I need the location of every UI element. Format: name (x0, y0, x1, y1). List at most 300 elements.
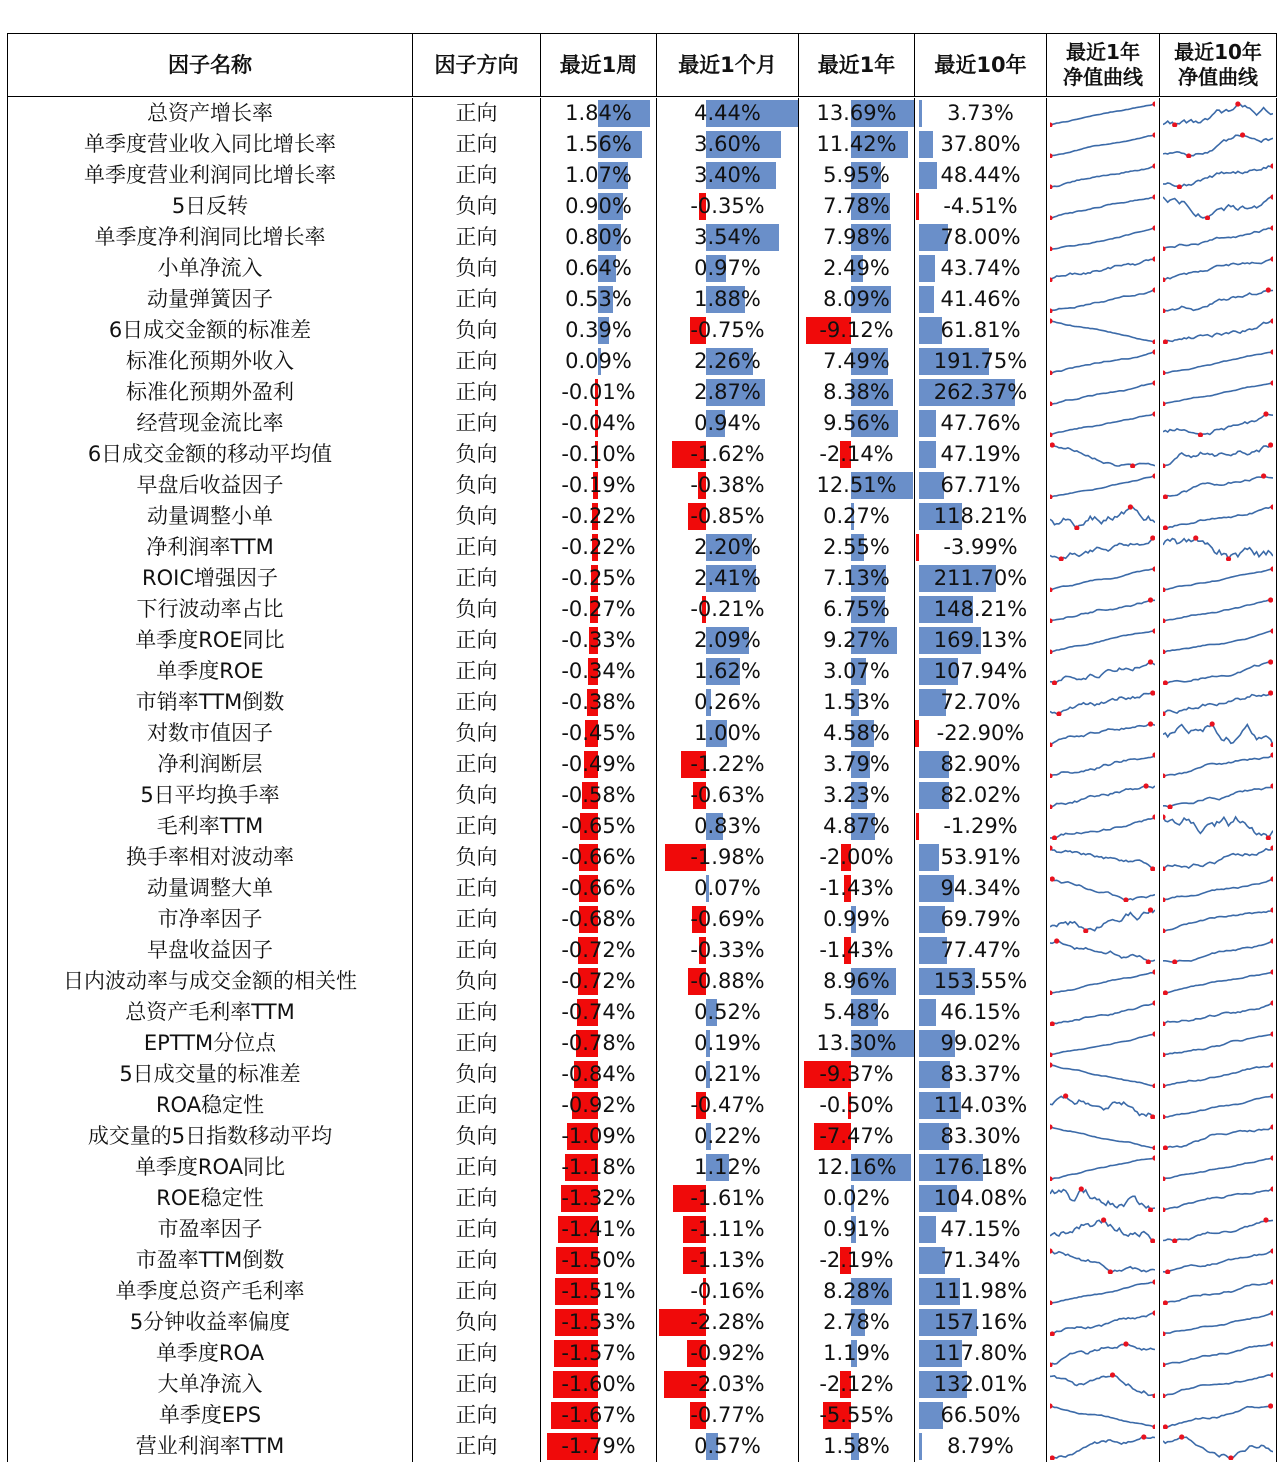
last-week-value: 0.64% (565, 256, 632, 280)
table-row (7, 253, 1277, 284)
last-year-cell (798, 1214, 914, 1245)
nav-curve-10y-cell (1159, 501, 1277, 532)
nav-curve-10y-cell (1159, 1369, 1277, 1400)
factor-direction-cell (412, 1431, 540, 1462)
nav-curve-10y-cell (1159, 1028, 1277, 1059)
last-10-years-value: 66.50% (940, 1403, 1021, 1427)
factor-name-cell (7, 873, 412, 904)
nav-curve-10y (1163, 1340, 1273, 1367)
last-month-cell (656, 1307, 798, 1338)
last-month-value: 2.20% (694, 535, 761, 559)
last-month-value: -0.47% (690, 1093, 765, 1117)
last-week-cell (540, 1307, 656, 1338)
factor-name: 市净率因子 (157, 907, 263, 931)
factor-direction: 正向 (455, 566, 498, 590)
last-year-cell (798, 873, 914, 904)
nav-curve-1y (1050, 286, 1155, 313)
nav-curve-1y (1050, 844, 1155, 871)
factor-direction-cell (412, 1307, 540, 1338)
factor-direction-cell (412, 191, 540, 222)
factor-name-cell (7, 501, 412, 532)
last-year-cell (798, 966, 914, 997)
factor-direction: 负向 (455, 1062, 498, 1086)
last-year-value: 11.42% (816, 132, 897, 156)
last-10-years-cell (914, 563, 1046, 594)
last-week-cell (540, 501, 656, 532)
factor-direction-cell (412, 1059, 540, 1090)
last-10-years-cell (914, 160, 1046, 191)
nav-curve-1y-cell (1046, 1307, 1159, 1338)
nav-curve-1y (1050, 441, 1155, 468)
nav-curve-1y (1050, 1402, 1155, 1429)
table-row (7, 1431, 1277, 1462)
nav-curve-1y (1050, 1030, 1155, 1057)
factor-name: 5日成交量的标准差 (119, 1062, 301, 1086)
nav-curve-1y-cell (1046, 253, 1159, 284)
factor-direction-cell (412, 966, 540, 997)
table-row (7, 315, 1277, 346)
nav-curve-10y-cell (1159, 284, 1277, 315)
factor-name-cell (7, 1338, 412, 1369)
last-month-cell (656, 687, 798, 718)
factor-direction-cell (412, 408, 540, 439)
factor-name-cell (7, 1369, 412, 1400)
last-month-value: -1.98% (690, 845, 765, 869)
last-10-years-cell (914, 1121, 1046, 1152)
factor-name-cell (7, 470, 412, 501)
last-year-cell (798, 563, 914, 594)
table-row (7, 966, 1277, 997)
last-month-value: -0.16% (690, 1279, 765, 1303)
last-week-value: -1.18% (561, 1155, 636, 1179)
last-10-years-value: 169.13% (933, 628, 1028, 652)
last-10-years-cell (914, 873, 1046, 904)
last-year-cell (798, 594, 914, 625)
nav-curve-10y (1163, 255, 1273, 282)
nav-curve-1y-cell (1046, 501, 1159, 532)
last-month-cell (656, 1431, 798, 1462)
nav-curve-1y-cell (1046, 1090, 1159, 1121)
last-10-years-cell (914, 1152, 1046, 1183)
factor-name-cell (7, 997, 412, 1028)
nav-curve-10y (1163, 193, 1273, 220)
factor-direction-cell (412, 935, 540, 966)
factor-direction: 正向 (455, 1186, 498, 1210)
factor-direction: 正向 (455, 132, 498, 156)
table-row (7, 222, 1277, 253)
factor-name-cell (7, 253, 412, 284)
nav-curve-1y-cell (1046, 532, 1159, 563)
last-year-value: 9.27% (823, 628, 890, 652)
nav-curve-10y-cell (1159, 935, 1277, 966)
header-last-10-years[interactable]: 最近10年 (914, 34, 1046, 96)
factor-direction: 正向 (455, 1248, 498, 1272)
nav-curve-10y-cell (1159, 253, 1277, 284)
last-year-cell (798, 625, 914, 656)
factor-direction-cell (412, 1338, 540, 1369)
nav-curve-10y-cell (1159, 811, 1277, 842)
factor-direction: 正向 (455, 907, 498, 931)
factor-direction: 负向 (455, 845, 498, 869)
table-row (7, 501, 1277, 532)
factor-direction: 正向 (455, 380, 498, 404)
nav-curve-10y (1163, 596, 1273, 623)
nav-curve-10y (1163, 968, 1273, 995)
nav-curve-1y-cell (1046, 222, 1159, 253)
nav-curve-1y-cell (1046, 656, 1159, 687)
factor-direction: 正向 (455, 1372, 498, 1396)
nav-curve-1y (1050, 534, 1155, 561)
last-week-value: -1.79% (561, 1434, 636, 1458)
nav-curve-1y (1050, 348, 1155, 375)
factor-name: 单季度ROE同比 (135, 628, 285, 652)
last-10-years-value: 211.70% (933, 566, 1028, 590)
table-row (7, 594, 1277, 625)
nav-curve-1y (1050, 1247, 1155, 1274)
last-year-cell (798, 377, 914, 408)
nav-curve-1y (1050, 999, 1155, 1026)
last-month-cell (656, 160, 798, 191)
nav-curve-1y (1050, 627, 1155, 654)
nav-curve-1y (1050, 224, 1155, 251)
last-month-value: 1.12% (694, 1155, 761, 1179)
factor-direction: 负向 (455, 783, 498, 807)
nav-curve-10y-cell (1159, 873, 1277, 904)
last-year-value: 1.53% (823, 690, 890, 714)
table-row (7, 1276, 1277, 1307)
factor-direction: 负向 (455, 1310, 498, 1334)
nav-curve-10y (1163, 875, 1273, 902)
last-year-cell (798, 532, 914, 563)
last-month-cell (656, 439, 798, 470)
last-month-value: -1.61% (690, 1186, 765, 1210)
last-week-value: -0.19% (561, 473, 636, 497)
nav-curve-1y-cell (1046, 129, 1159, 160)
nav-curve-10y-cell (1159, 1121, 1277, 1152)
factor-direction: 正向 (455, 225, 498, 249)
factor-direction: 负向 (455, 1124, 498, 1148)
last-week-cell (540, 811, 656, 842)
nav-curve-1y (1050, 596, 1155, 623)
factor-direction: 负向 (455, 721, 498, 745)
last-month-value: 0.26% (694, 690, 761, 714)
nav-curve-1y (1050, 1154, 1155, 1181)
last-10-years-cell (914, 842, 1046, 873)
nav-curve-10y (1163, 999, 1273, 1026)
nav-curve-1y (1050, 1185, 1155, 1212)
last-10-years-cell (914, 625, 1046, 656)
nav-curve-10y-cell (1159, 625, 1277, 656)
table-row (7, 1090, 1277, 1121)
last-month-cell (656, 1338, 798, 1369)
factor-name: 净利润率TTM (146, 535, 274, 559)
factor-name-cell (7, 594, 412, 625)
last-week-cell (540, 408, 656, 439)
factor-direction-cell (412, 1183, 540, 1214)
last-week-cell (540, 904, 656, 935)
last-year-cell (798, 129, 914, 160)
nav-curve-1y (1050, 131, 1155, 158)
factor-direction-cell (412, 222, 540, 253)
factor-direction: 负向 (455, 597, 498, 621)
factor-direction: 正向 (455, 752, 498, 776)
nav-curve-1y-cell (1046, 160, 1159, 191)
header-factor-name[interactable]: 因子名称 (7, 34, 412, 96)
table-row (7, 160, 1277, 191)
table-row (7, 1400, 1277, 1431)
last-10-years-value: 37.80% (940, 132, 1021, 156)
nav-curve-10y (1163, 1216, 1273, 1243)
last-10-years-cell (914, 966, 1046, 997)
factor-direction: 正向 (455, 1403, 498, 1427)
last-week-cell (540, 1276, 656, 1307)
last-month-cell (656, 1090, 798, 1121)
last-week-cell (540, 1338, 656, 1369)
nav-curve-10y (1163, 565, 1273, 592)
last-10-years-value: 114.03% (933, 1093, 1028, 1117)
factor-direction-cell (412, 1400, 540, 1431)
nav-curve-10y-cell (1159, 1338, 1277, 1369)
last-10-years-value: 71.34% (940, 1248, 1021, 1272)
last-year-value: -0.50% (819, 1093, 894, 1117)
nav-curve-1y-cell (1046, 408, 1159, 439)
last-year-cell (798, 842, 914, 873)
factor-direction-cell (412, 873, 540, 904)
nav-curve-1y-cell (1046, 1121, 1159, 1152)
header-last-year[interactable]: 最近1年 (798, 34, 914, 96)
last-week-value: -0.22% (561, 535, 636, 559)
nav-curve-10y-cell (1159, 966, 1277, 997)
nav-curve-10y-cell (1159, 1183, 1277, 1214)
last-week-value: -0.34% (561, 659, 636, 683)
last-10-years-value: 83.30% (940, 1124, 1021, 1148)
last-10-years-value: 61.81% (940, 318, 1021, 342)
nav-curve-1y-cell (1046, 377, 1159, 408)
last-week-cell (540, 1214, 656, 1245)
factor-name-cell (7, 625, 412, 656)
factor-direction: 正向 (455, 163, 498, 187)
factor-direction: 正向 (455, 1341, 498, 1365)
last-year-cell (798, 1431, 914, 1462)
header-nav-curve-10y: 最近10年 净值曲线 (1159, 34, 1277, 96)
nav-curve-10y (1163, 844, 1273, 871)
last-month-cell (656, 935, 798, 966)
last-week-value: -1.60% (561, 1372, 636, 1396)
nav-curve-1y-cell (1046, 1183, 1159, 1214)
factor-name: 标准化预期外盈利 (126, 380, 294, 404)
nav-curve-10y (1163, 472, 1273, 499)
last-10-years-cell (914, 656, 1046, 687)
nav-curve-10y-cell (1159, 1245, 1277, 1276)
factor-direction: 正向 (455, 876, 498, 900)
factor-direction: 负向 (455, 473, 498, 497)
last-10-years-cell (914, 1245, 1046, 1276)
last-month-cell (656, 408, 798, 439)
factor-direction-cell (412, 439, 540, 470)
last-week-value: -0.66% (561, 876, 636, 900)
last-month-cell (656, 1245, 798, 1276)
last-year-cell (798, 1090, 914, 1121)
last-week-cell (540, 222, 656, 253)
last-week-value: -1.67% (561, 1403, 636, 1427)
last-month-value: -2.28% (690, 1310, 765, 1334)
last-year-cell (798, 160, 914, 191)
nav-curve-10y-cell (1159, 315, 1277, 346)
nav-curve-1y-cell (1046, 749, 1159, 780)
nav-curve-10y (1163, 937, 1273, 964)
nav-curve-10y (1163, 348, 1273, 375)
last-week-value: -0.72% (561, 938, 636, 962)
factor-name-cell (7, 160, 412, 191)
last-year-value: 7.13% (823, 566, 890, 590)
last-month-value: 1.00% (694, 721, 761, 745)
factor-name: 市盈率因子 (157, 1217, 263, 1241)
last-10-years-value: 82.90% (940, 752, 1021, 776)
nav-curve-10y-cell (1159, 191, 1277, 222)
last-week-cell (540, 532, 656, 563)
factor-name: 市销率TTM倒数 (135, 690, 285, 714)
last-month-cell (656, 1369, 798, 1400)
last-year-value: 3.79% (823, 752, 890, 776)
last-10-years-value: 82.02% (940, 783, 1021, 807)
last-year-cell (798, 1059, 914, 1090)
table-row (7, 408, 1277, 439)
nav-curve-10y (1163, 1185, 1273, 1212)
nav-curve-1y (1050, 1433, 1155, 1460)
last-year-value: 1.58% (823, 1434, 890, 1458)
factor-name: 5日反转 (171, 194, 249, 218)
nav-curve-1y-cell (1046, 873, 1159, 904)
last-year-value: 0.91% (823, 1217, 890, 1241)
table-row (7, 129, 1277, 160)
factor-direction-cell (412, 253, 540, 284)
last-10-years-cell (914, 408, 1046, 439)
last-month-cell (656, 749, 798, 780)
last-10-years-cell (914, 811, 1046, 842)
last-10-years-value: 148.21% (933, 597, 1028, 621)
nav-curve-10y-cell (1159, 532, 1277, 563)
factor-direction: 负向 (455, 194, 498, 218)
last-10-years-value: -4.51% (943, 194, 1018, 218)
factor-direction-cell (412, 1152, 540, 1183)
factor-name-cell (7, 191, 412, 222)
last-10-years-cell (914, 439, 1046, 470)
last-week-value: -0.25% (561, 566, 636, 590)
last-10-years-cell (914, 501, 1046, 532)
last-10-years-value: 176.18% (933, 1155, 1028, 1179)
last-month-cell (656, 377, 798, 408)
last-week-value: -1.09% (561, 1124, 636, 1148)
nav-curve-1y (1050, 472, 1155, 499)
last-year-value: 4.58% (823, 721, 890, 745)
nav-curve-1y-cell (1046, 594, 1159, 625)
last-10-years-cell (914, 1307, 1046, 1338)
last-year-value: 4.87% (823, 814, 890, 838)
last-10-years-value: 53.91% (940, 845, 1021, 869)
last-week-value: -1.57% (561, 1341, 636, 1365)
nav-curve-10y (1163, 1402, 1273, 1429)
last-month-cell (656, 1152, 798, 1183)
last-week-value: -0.66% (561, 845, 636, 869)
nav-curve-10y-cell (1159, 594, 1277, 625)
table-row (7, 749, 1277, 780)
last-10-years-cell (914, 98, 1046, 129)
factor-direction-cell (412, 656, 540, 687)
factor-direction-cell (412, 160, 540, 191)
last-year-value: 12.16% (816, 1155, 897, 1179)
factor-name-cell (7, 1183, 412, 1214)
table-row (7, 98, 1277, 129)
nav-curve-1y-cell (1046, 470, 1159, 501)
last-10-years-value: 191.75% (933, 349, 1028, 373)
header-factor-direction[interactable]: 因子方向 (412, 34, 540, 96)
last-year-value: -5.55% (819, 1403, 894, 1427)
last-week-cell (540, 160, 656, 191)
nav-curve-1y (1050, 937, 1155, 964)
last-year-cell (798, 439, 914, 470)
nav-curve-1y-cell (1046, 811, 1159, 842)
nav-curve-10y (1163, 751, 1273, 778)
factor-name-cell (7, 1028, 412, 1059)
nav-curve-10y (1163, 782, 1273, 809)
last-year-value: 0.99% (823, 907, 890, 931)
last-week-cell (540, 594, 656, 625)
nav-curve-10y (1163, 627, 1273, 654)
factor-direction-cell (412, 346, 540, 377)
last-month-cell (656, 873, 798, 904)
nav-curve-1y (1050, 1061, 1155, 1088)
table-row (7, 1214, 1277, 1245)
nav-curve-10y-cell (1159, 780, 1277, 811)
factor-name-cell (7, 687, 412, 718)
last-month-cell (656, 501, 798, 532)
last-week-value: -0.01% (561, 380, 636, 404)
nav-curve-10y (1163, 689, 1273, 716)
nav-curve-1y-cell (1046, 315, 1159, 346)
factor-name: 下行波动率占比 (136, 597, 284, 621)
last-week-cell (540, 842, 656, 873)
last-month-cell (656, 315, 798, 346)
factor-direction-cell (412, 284, 540, 315)
header-last-week[interactable]: 最近1周 (540, 34, 656, 96)
factor-name: 标准化预期外收入 (126, 349, 294, 373)
nav-curve-1y-cell (1046, 625, 1159, 656)
last-week-cell (540, 346, 656, 377)
table-row (7, 935, 1277, 966)
header-last-month[interactable]: 最近1个月 (656, 34, 798, 96)
table-row (7, 563, 1277, 594)
nav-curve-10y (1163, 534, 1273, 561)
factor-name: 经营现金流比率 (136, 411, 284, 435)
factor-name-cell (7, 1307, 412, 1338)
factor-name-cell (7, 1214, 412, 1245)
factor-direction-cell (412, 563, 540, 594)
last-10-years-cell (914, 780, 1046, 811)
factor-name-cell (7, 1152, 412, 1183)
factor-name-cell (7, 966, 412, 997)
last-week-cell (540, 315, 656, 346)
factor-name: 单季度ROA同比 (134, 1155, 286, 1179)
nav-curve-10y (1163, 1123, 1273, 1150)
last-10-years-value: 46.15% (940, 1000, 1021, 1024)
nav-curve-10y (1163, 1278, 1273, 1305)
last-year-cell (798, 284, 914, 315)
nav-curve-10y (1163, 1433, 1273, 1460)
last-month-value: 1.62% (694, 659, 761, 683)
last-10-years-value: 69.79% (940, 907, 1021, 931)
table-row (7, 656, 1277, 687)
last-year-value: 3.23% (823, 783, 890, 807)
